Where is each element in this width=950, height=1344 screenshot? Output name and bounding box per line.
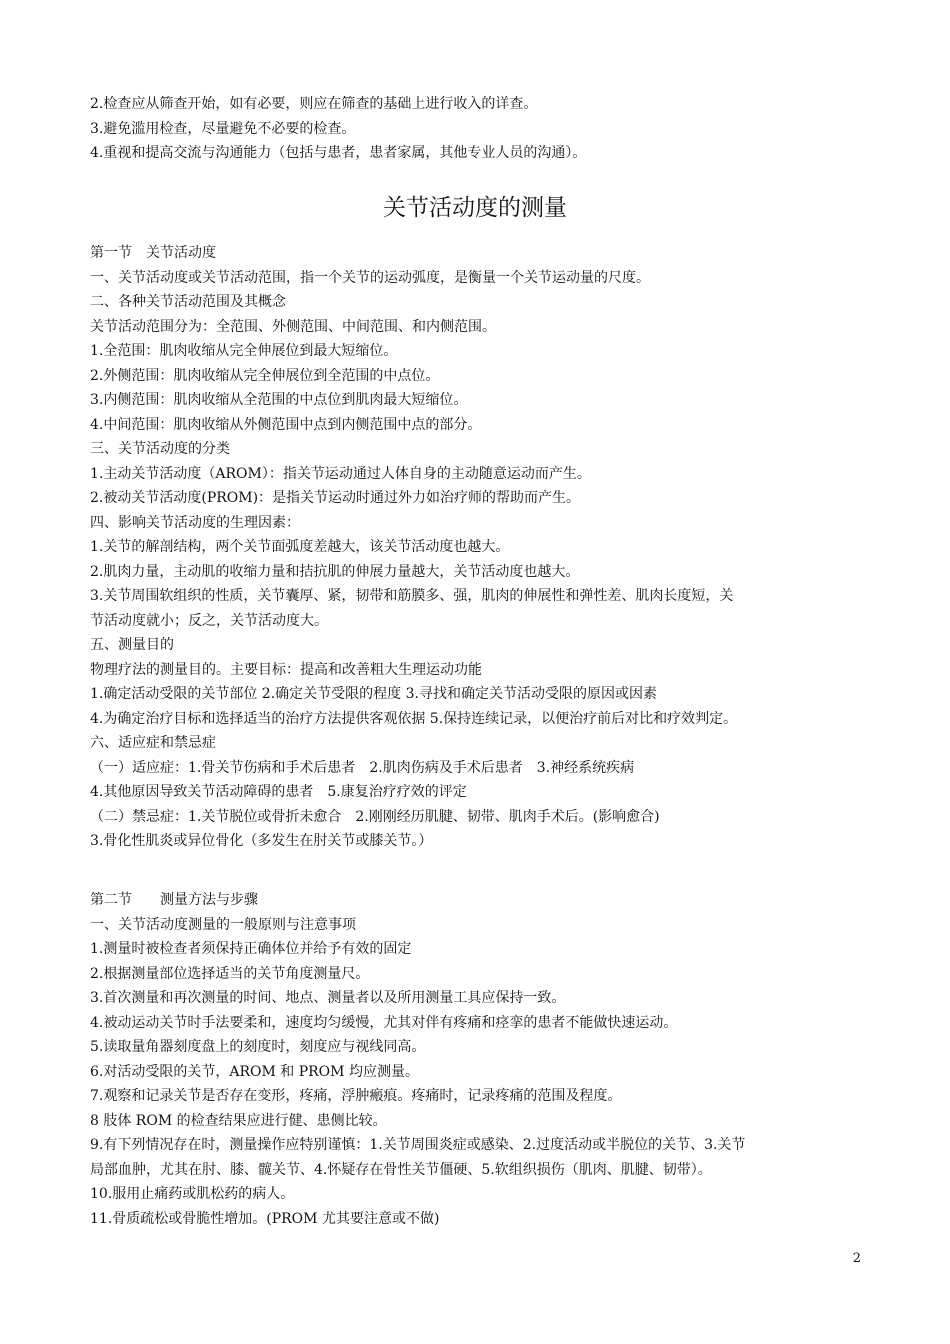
text-line: 3.关节周围软组织的性质，关节囊厚、紧，韧带和筋膜多、强，肌肉的伸展性和弹性差、肌肉长度短，关 [90, 588, 734, 604]
text-line: （一）适应症：1.骨关节伤病和手术后患者 2.肌肉伤病及手术后患者 3.神经系统疾病 [90, 759, 635, 776]
text-line: 3.骨化性肌炎或异位骨化（多发生在肘关节或膝关节。） [90, 833, 433, 849]
text-line: 3.首次测量和再次测量的时间、地点、测量者以及所用测量工具应保持一致。 [90, 990, 566, 1006]
section-heading: 第一节 关节活动度 [90, 245, 216, 261]
subsection-heading: 五、测量目的 [90, 637, 174, 653]
subsection-heading: 一、关节活动度测量的一般原则与注意事项 [90, 916, 356, 933]
text-line: 1.全范围：肌肉收缩从完全伸展位到最大短缩位。 [90, 343, 398, 359]
text-line: 2.被动关节活动度(PROM)：是指关节运动时通过外力如治疗师的帮助而产生。 [90, 490, 581, 506]
text-line: 4.其他原因导致关节活动障碍的患者 5.康复治疗疗效的评定 [90, 784, 467, 800]
text-line: 2.外侧范围：肌肉收缩从完全伸展位到全范围的中点位。 [90, 367, 440, 384]
text-line: 节活动度就小；反之，关节活动度大。 [90, 612, 328, 629]
subsection-heading: 四、影响关节活动度的生理因素： [90, 514, 300, 531]
document-title: 关节活动度的测量 [383, 195, 567, 221]
section-heading: 第二节 测量方法与步骤 [90, 892, 258, 908]
text-line: 5.读取量角器刻度盘上的刻度时，刻度应与视线同高。 [90, 1039, 426, 1055]
text-line: 4.中间范围：肌肉收缩从外侧范围中点到内侧范围中点的部分。 [90, 416, 482, 433]
text-line: 物理疗法的测量目的。主要目标：提高和改善粗大生理运动功能 [90, 661, 482, 678]
section-1 [90, 241, 870, 854]
text-line: （二）禁忌症：1.关节脱位或骨折未愈合 2.刚刚经历肌腱、韧带、肌肉手术后。(影响愈合) [90, 808, 660, 825]
subsection-heading: 六、适应症和禁忌症 [90, 735, 216, 751]
text-line: 一、关节活动度或关节活动范围，指一个关节的运动弧度，是衡量一个关节运动量的尺度。 [90, 269, 650, 286]
text-line: 7.观察和记录关节是否存在变形，疼痛，浮肿瘢痕。疼痛时，记录疼痛的范围及程度。 [90, 1088, 622, 1104]
section-2 [90, 888, 870, 1231]
intro-list [90, 92, 870, 166]
intro-line: 4.重视和提高交流与沟通能力（包括与患者，患者家属，其他专业人员的沟通）。 [90, 145, 587, 161]
page-number: 2 [852, 1251, 861, 1266]
text-line: 6.对活动受限的关节，AROM 和 PROM 均应测量。 [90, 1063, 419, 1080]
text-line: 1.主动关节活动度（AROM）：指关节运动通过人体自身的主动随意运动而产生。 [90, 465, 591, 482]
intro-line: 2.检查应从筛查开始，如有必要，则应在筛查的基础上进行收入的详查。 [90, 96, 538, 112]
text-line: 2.根据测量部位选择适当的关节角度测量尺。 [90, 965, 370, 982]
subsection-heading: 二、各种关节活动范围及其概念 [90, 294, 286, 310]
text-line: 4.为确定治疗目标和选择适当的治疗方法提供客观依据 5.保持连续记录，以便治疗前后对比和疗效判定。 [90, 710, 738, 727]
subsection-heading: 三、关节活动度的分类 [90, 441, 230, 457]
text-line: 2.肌肉力量，主动肌的收缩力量和拮抗肌的伸展力量越大，关节活动度也越大。 [90, 563, 580, 580]
text-line: 局部血肿，尤其在肘、膝、髋关节、4.怀疑存在骨性关节僵硬、5.软组织损伤（肌肉、肌腱、韧带）。 [90, 1161, 712, 1178]
text-line: 4.被动运动关节时手法要柔和，速度均匀缓慢，尤其对伴有疼痛和痉挛的患者不能做快速运动。 [90, 1014, 678, 1031]
text-line: 1.测量时被检查者须保持正确体位并给予有效的固定 [90, 941, 412, 957]
text-line: 9.有下列情况存在时，测量操作应特别谨慎：1.关节周围炎症或感染、2.过度活动或半脱位的关节、3.关节 [90, 1137, 746, 1153]
text-line: 1.确定活动受限的关节部位 2.确定关节受限的程度 3.寻找和确定关节活动受限的原因或因素 [90, 686, 657, 702]
text-line: 10.服用止痛药或肌松药的病人。 [90, 1186, 295, 1202]
text-line: 11.骨质疏松或骨脆性增加。(PROM 尤其要注意或不做) [90, 1210, 440, 1227]
text-line: 1.关节的解剖结构，两个关节面弧度差越大，该关节活动度也越大。 [90, 539, 510, 555]
text-line: 3.内侧范围：肌肉收缩从全范围的中点位到肌肉最大短缩位。 [90, 392, 468, 408]
intro-line: 3.避免滥用检查，尽量避免不必要的检查。 [90, 120, 356, 137]
text-line: 关节活动范围分为：全范围、外侧范围、中间范围、和内侧范围。 [90, 318, 496, 335]
text-line: 8 肢体 ROM 的检查结果应进行健、患侧比较。 [90, 1112, 387, 1129]
